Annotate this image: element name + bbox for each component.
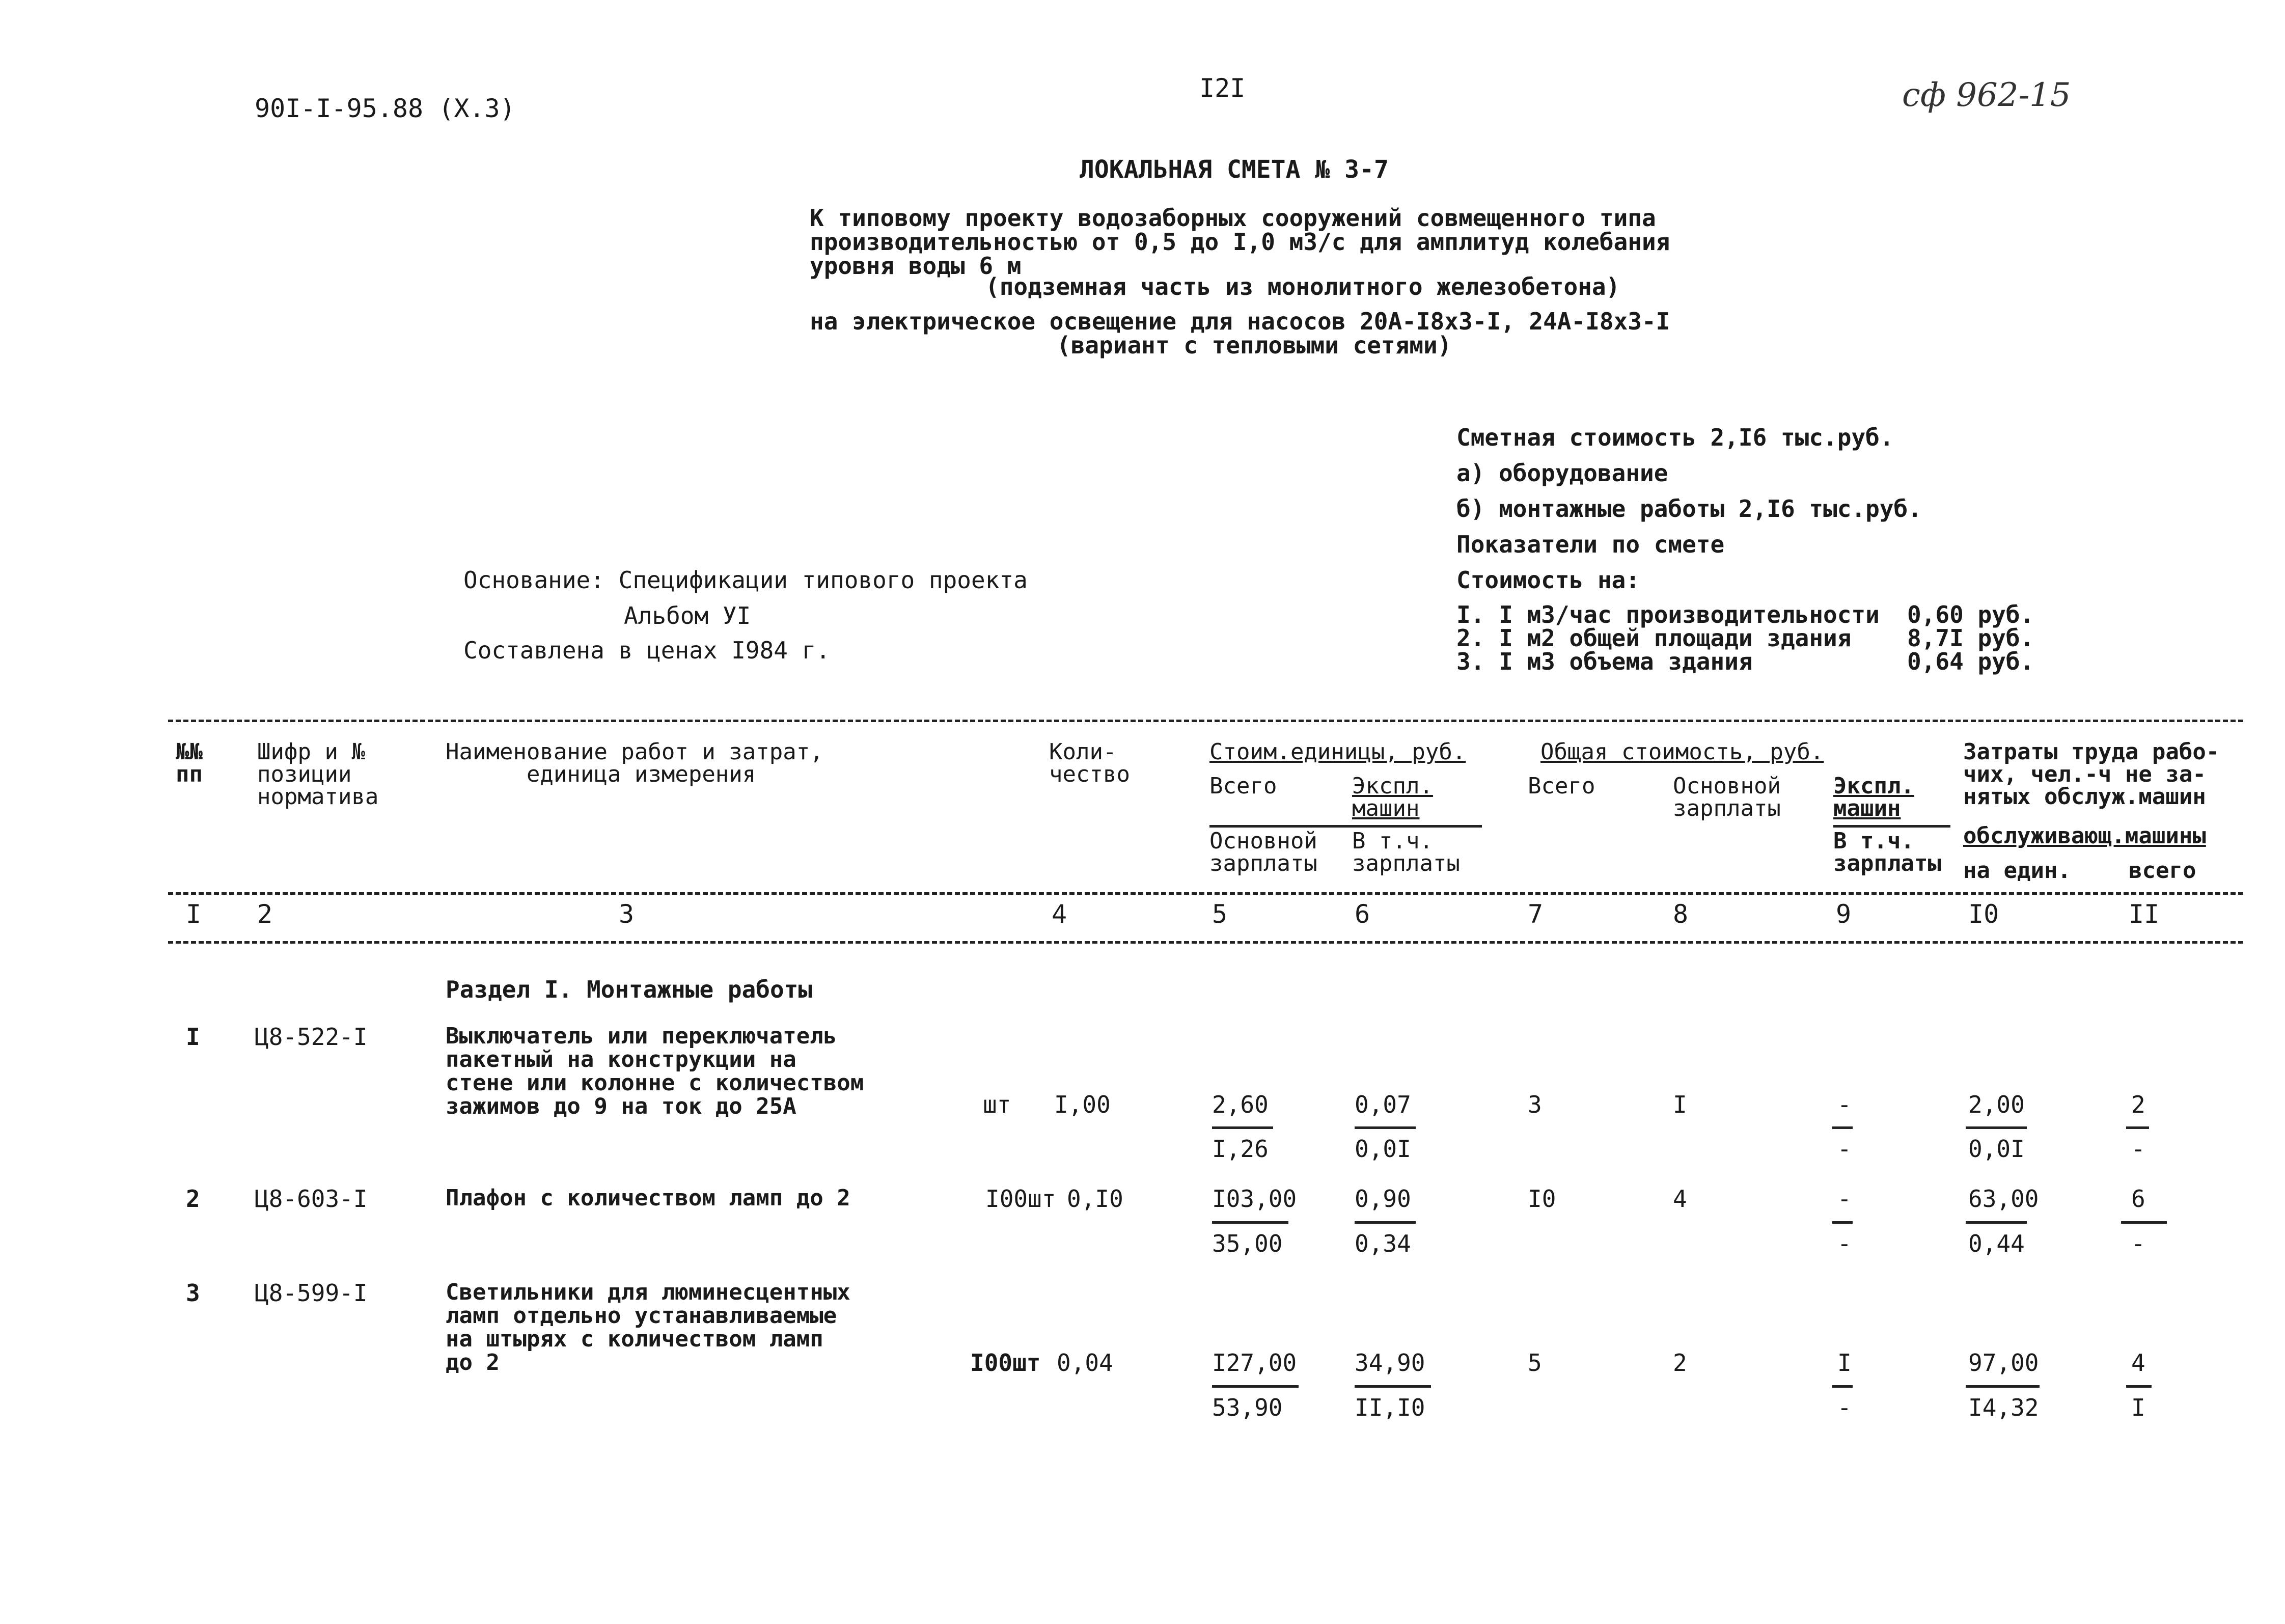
- row1-c10-top: 2,00: [1968, 1091, 2025, 1118]
- row2-unit: I00шт: [985, 1185, 1056, 1213]
- row1-code: Ц8-522-I: [255, 1023, 368, 1051]
- row2-c5-top: I03,00: [1212, 1185, 1297, 1213]
- column-numbers-top-rule: [168, 892, 2243, 895]
- row1-c6-fraction: [1355, 1126, 1416, 1129]
- row1-c11-bottom: -: [2131, 1135, 2145, 1163]
- column-numbers-bottom-rule: [168, 941, 2243, 944]
- row2-name: Плафон с количеством ламп до 2: [446, 1185, 850, 1211]
- row2-c11-top: 6: [2131, 1185, 2145, 1213]
- row1-num: I: [186, 1023, 200, 1051]
- subtitle-line-3: уровня воды 6 м: [810, 252, 1022, 280]
- row2-c9-fraction: [1832, 1221, 1853, 1224]
- indicator-value-1: 0,60 руб.: [1907, 601, 2034, 628]
- row3-c5-top: I27,00: [1212, 1349, 1297, 1377]
- col-number-9: 9: [1836, 899, 1852, 929]
- row1-c7: 3: [1528, 1091, 1542, 1118]
- row3-c8: 2: [1673, 1349, 1687, 1377]
- row3-c5-bottom: 53,90: [1212, 1394, 1283, 1421]
- row2-c6-bottom: 0,34: [1355, 1230, 1411, 1257]
- section-title: Раздел I. Монтажные работы: [446, 976, 813, 1003]
- row3-unit: I00шт: [970, 1349, 1041, 1377]
- row1-c9-fraction: [1832, 1126, 1853, 1129]
- col-number-8: 8: [1673, 899, 1689, 929]
- header-unit-cost-divider: [1209, 825, 1482, 828]
- row3-qty: 0,04: [1057, 1349, 1113, 1377]
- subtitle-line-2: производительностью от 0,5 до I,0 м3/с для амплитуд колебания: [810, 228, 1670, 256]
- col-number-4: 4: [1052, 899, 1067, 929]
- row3-c9-top: I: [1837, 1349, 1852, 1377]
- col-number-1: I: [186, 899, 202, 929]
- archive-note: сф 962-15: [1902, 76, 2071, 114]
- row3-c11-bottom: I: [2131, 1394, 2145, 1421]
- row2-c11-fraction: [2121, 1221, 2167, 1224]
- row1-unit: шт: [983, 1091, 1011, 1118]
- installation-cost: б) монтажные работы 2,I6 тыс.руб.: [1456, 495, 1922, 522]
- row3-c7: 5: [1528, 1349, 1542, 1377]
- row3-name: Светильники для люминесцентных ламп отдельно устанавливаемые на штырях с количеством ламп до 2: [446, 1279, 850, 1375]
- header-c5-top: Всего: [1209, 773, 1277, 799]
- header-c6-bottom: В т.ч. зарплаты: [1352, 828, 1460, 876]
- row1-c6-top: 0,07: [1355, 1091, 1411, 1118]
- row1-c11-top: 2: [2131, 1091, 2145, 1118]
- row3-c10-fraction: [1966, 1385, 2040, 1388]
- row3-c10-bottom: I4,32: [1968, 1394, 2039, 1421]
- subtitle-line-6: (вариант с тепловыми сетями): [1057, 332, 1452, 359]
- subtitle-line-1: К типовому проекту водозаборных сооружений совмещенного типа: [810, 204, 1656, 232]
- row3-c9-bottom: -: [1837, 1394, 1852, 1421]
- equipment-cost: а) оборудование: [1456, 459, 1668, 487]
- row2-c6-top: 0,90: [1355, 1185, 1411, 1213]
- row3-c10-top: 97,00: [1968, 1349, 2039, 1377]
- row3-c6-bottom: II,I0: [1355, 1394, 1425, 1421]
- document-code: 90I-I-95.88 (X.3): [255, 94, 515, 123]
- row2-c10-top: 63,00: [1968, 1185, 2039, 1213]
- row1-qty: I,00: [1054, 1091, 1111, 1118]
- header-c10: на един.: [1963, 858, 2071, 884]
- row2-c6-fraction: [1355, 1221, 1416, 1224]
- row1-c6-bottom: 0,0I: [1355, 1135, 1411, 1163]
- row1-c10-fraction: [1966, 1126, 2027, 1129]
- row3-code: Ц8-599-I: [255, 1279, 368, 1307]
- col-number-5: 5: [1212, 899, 1228, 929]
- header-labor-sub: обслуживающ.машины: [1963, 823, 2206, 849]
- row3-c9-fraction: [1832, 1385, 1853, 1388]
- header-total-cost: Общая стоимость, руб.: [1540, 739, 1824, 765]
- basis-line-2: Альбом УI: [624, 602, 751, 629]
- col-number-7: 7: [1528, 899, 1544, 929]
- row1-c9-bottom: -: [1837, 1135, 1852, 1163]
- header-c9-top: Экспл. машин: [1833, 773, 1914, 821]
- indicator-value-3: 0,64 руб.: [1907, 648, 2034, 675]
- header-c9-bottom: В т.ч. зарплаты: [1833, 828, 1941, 876]
- row2-c9-top: -: [1837, 1185, 1852, 1213]
- indicator-value-2: 8,7I руб.: [1907, 624, 2034, 652]
- row3-c11-top: 4: [2131, 1349, 2145, 1377]
- total-cost: Сметная стоимость 2,I6 тыс.руб.: [1456, 424, 1894, 451]
- row3-num: 3: [186, 1279, 200, 1307]
- header-c9-divider: [1833, 825, 1950, 828]
- cost-on-label: Стоимость на:: [1456, 566, 1640, 594]
- col-number-2: 2: [257, 899, 273, 929]
- indicator-label-3: 3. I м3 объема здания: [1456, 648, 1753, 675]
- col-number-10: I0: [1968, 899, 1999, 929]
- row1-c9-top: -: [1837, 1091, 1852, 1118]
- row1-c5-fraction: [1212, 1126, 1273, 1129]
- header-c8: Основной зарплаты: [1673, 773, 1781, 821]
- header-unit-cost: Стоим.единицы, руб.: [1209, 739, 1466, 765]
- subtitle-line-5: на электрическое освещение для насосов 20А-I8х3-I, 24А-I8х3-I: [810, 308, 1670, 335]
- indicator-label-2: 2. I м2 общей площади здания: [1456, 624, 1852, 652]
- header-quantity: Коли- чество: [1049, 739, 1130, 787]
- header-c5-bottom: Основной зарплаты: [1209, 828, 1317, 876]
- col-number-11: II: [2129, 899, 2160, 929]
- col-number-3: 3: [619, 899, 635, 929]
- page-number: I2I: [1199, 73, 1246, 103]
- row2-c5-fraction: [1212, 1221, 1288, 1224]
- indicator-label-1: I. I м3/час производительности: [1456, 601, 1880, 628]
- row2-c10-bottom: 0,44: [1968, 1230, 2025, 1257]
- row1-c5-top: 2,60: [1212, 1091, 1269, 1118]
- header-code: Шифр и № позиции норматива: [257, 739, 379, 810]
- row1-name: Выключатель или переключатель пакетный на конструкции на стене или колонне с количеством зажимов до 9 на ток до 25А: [446, 1023, 864, 1119]
- header-num: №№ пп: [176, 739, 203, 787]
- row2-c8: 4: [1673, 1185, 1687, 1213]
- row2-c11-bottom: -: [2131, 1230, 2145, 1257]
- row3-c6-top: 34,90: [1355, 1349, 1425, 1377]
- col-number-6: 6: [1355, 899, 1370, 929]
- estimate-title: ЛОКАЛЬНАЯ СМЕТА № 3-7: [1080, 155, 1389, 184]
- row2-code: Ц8-603-I: [255, 1185, 368, 1213]
- row2-c9-bottom: -: [1837, 1230, 1852, 1257]
- row1-c10-bottom: 0,0I: [1968, 1135, 2025, 1163]
- indicators-heading: Показатели по смете: [1456, 531, 1725, 558]
- row3-c5-fraction: [1212, 1385, 1299, 1388]
- basis-line-1: Основание: Спецификации типового проекта: [463, 566, 1028, 594]
- header-c7: Всего: [1528, 773, 1595, 799]
- table-top-rule: [168, 720, 2243, 722]
- row1-c8: I: [1673, 1091, 1687, 1118]
- header-name: Наименование работ и затрат, единица измерения: [446, 739, 823, 787]
- basis-line-3: Составлена в ценах I984 г.: [463, 637, 831, 664]
- row1-c11-fraction: [2126, 1126, 2149, 1129]
- row2-c10-fraction: [1966, 1221, 2027, 1224]
- header-c11: всего: [2129, 858, 2196, 884]
- row3-c6-fraction: [1355, 1385, 1431, 1388]
- header-labor: Затраты труда рабо- чих, чел.-ч не за- нятых обслуж.машин: [1963, 739, 2220, 810]
- row1-c5-bottom: I,26: [1212, 1135, 1269, 1163]
- row2-num: 2: [186, 1185, 200, 1213]
- row2-c7: I0: [1528, 1185, 1556, 1213]
- row2-qty: 0,I0: [1067, 1185, 1123, 1213]
- row3-c11-fraction: [2126, 1385, 2152, 1388]
- header-c6-top: Экспл. машин: [1352, 773, 1433, 821]
- subtitle-line-4: (подземная часть из монолитного железобетона): [985, 273, 1620, 300]
- row2-c5-bottom: 35,00: [1212, 1230, 1283, 1257]
